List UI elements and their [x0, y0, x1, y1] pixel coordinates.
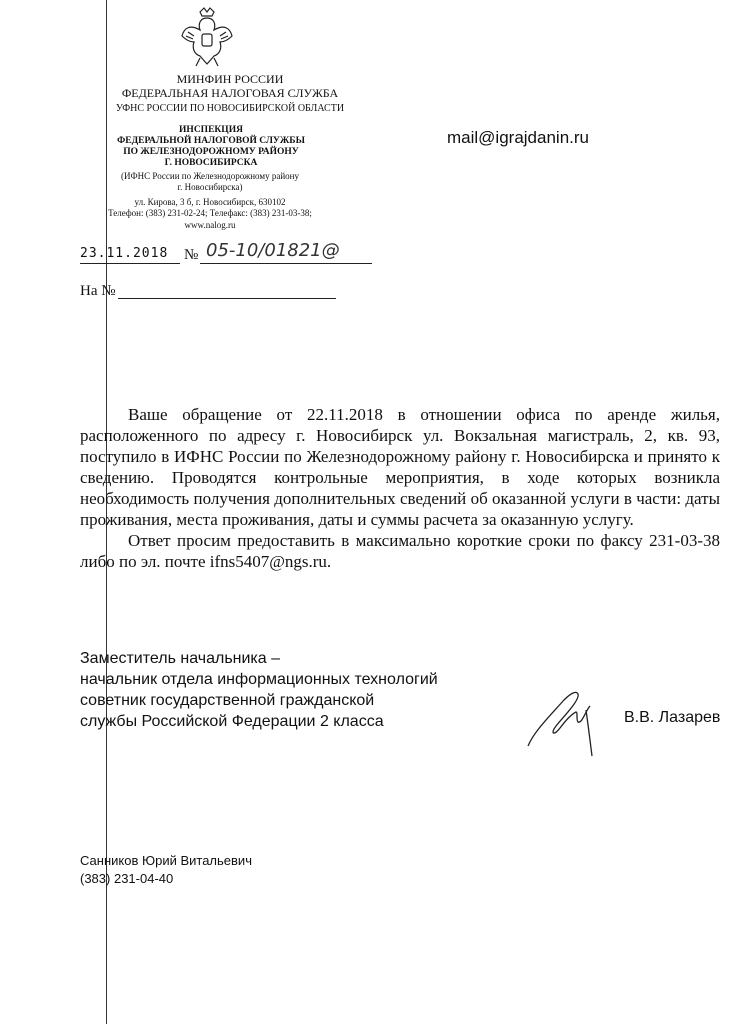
phones: Телефон: (383) 231-02-24; Телефакс: (383) 231-03-38;: [108, 208, 312, 218]
inspection-line: ПО ЖЕЛЕЗНОДОРОЖНОМУ РАЙОНУ: [123, 147, 299, 157]
short-name: [90, 171, 330, 193]
executor-name: Санников Юрий Витальевич: [80, 853, 252, 868]
reply-to-label: На №: [80, 283, 116, 299]
date-underline: [80, 263, 180, 264]
short-name-line: (ИФНС России по Железнодорожному району: [121, 171, 299, 181]
service-name: ФЕДЕРАЛЬНАЯ НАЛОГОВАЯ СЛУЖБА: [121, 86, 339, 100]
eagle-emblem-icon: [180, 6, 234, 68]
inspection-line: ИНСПЕКЦИЯ: [179, 125, 243, 135]
inspection-line: Г. НОВОСИБИРСКА: [164, 158, 258, 168]
executor-phone: (383) 231-04-40: [80, 871, 174, 886]
reply-to-underline: [118, 298, 336, 299]
regional-office: УФНС РОССИИ ПО НОВОСИБИРСКОЙ ОБЛАСТИ: [115, 103, 345, 114]
letter-body: [80, 404, 720, 572]
signatory-title-line: службы Российской Федерации 2 класса: [80, 713, 384, 730]
inspection-name: [96, 125, 326, 169]
body-paragraph: Ответ просим предоставить в максимально короткие сроки по факсу 231-03-38 либо по эл. почте ifns5407@ngs.ru.: [80, 531, 720, 571]
number-underline: [200, 263, 372, 264]
handwritten-signature-icon: [520, 680, 610, 760]
document-number: 05-10/01821@: [206, 240, 340, 261]
ministry-name: МИНФИН РОССИИ: [176, 72, 284, 86]
recipient-email: mail@igrajdanin.ru: [447, 128, 589, 147]
document-date: 23.11.2018: [80, 246, 169, 261]
signatory-title-line: начальник отдела информационных технологий: [80, 671, 438, 688]
signatory-title: [80, 648, 438, 732]
executor-info: [80, 852, 252, 888]
signatory-title-line: Заместитель начальника –: [80, 650, 281, 667]
number-label: №: [184, 247, 199, 263]
signatory-title-line: советник государственной гражданской: [80, 692, 375, 709]
address: ул. Кирова, 3 б, г. Новосибирск, 630102: [134, 197, 286, 207]
inspection-line: ФЕДЕРАЛЬНОЙ НАЛОГОВОЙ СЛУЖБЫ: [117, 136, 305, 146]
website: www.nalog.ru: [184, 220, 236, 230]
signatory-name: В.В. Лазарев: [624, 709, 721, 726]
body-paragraph: Ваше обращение от 22.11.2018 в отношении офиса по аренде жилья, расположенного по адресу г. Новосибирск ул. Вокзальная магистраль, 2, кв. 93, поступило в ИФНС России по Железнодорожному району г. Новосибирска и принято к сведению. Проводятся контрольные мероприятия, в ходе которых возникла необходимость получения дополнительных сведений об оказанной услуги в части: даты проживания, места проживания, даты и суммы расчета за оказанную услугу.: [80, 405, 720, 529]
short-name-line: г. Новосибирска): [177, 182, 243, 192]
